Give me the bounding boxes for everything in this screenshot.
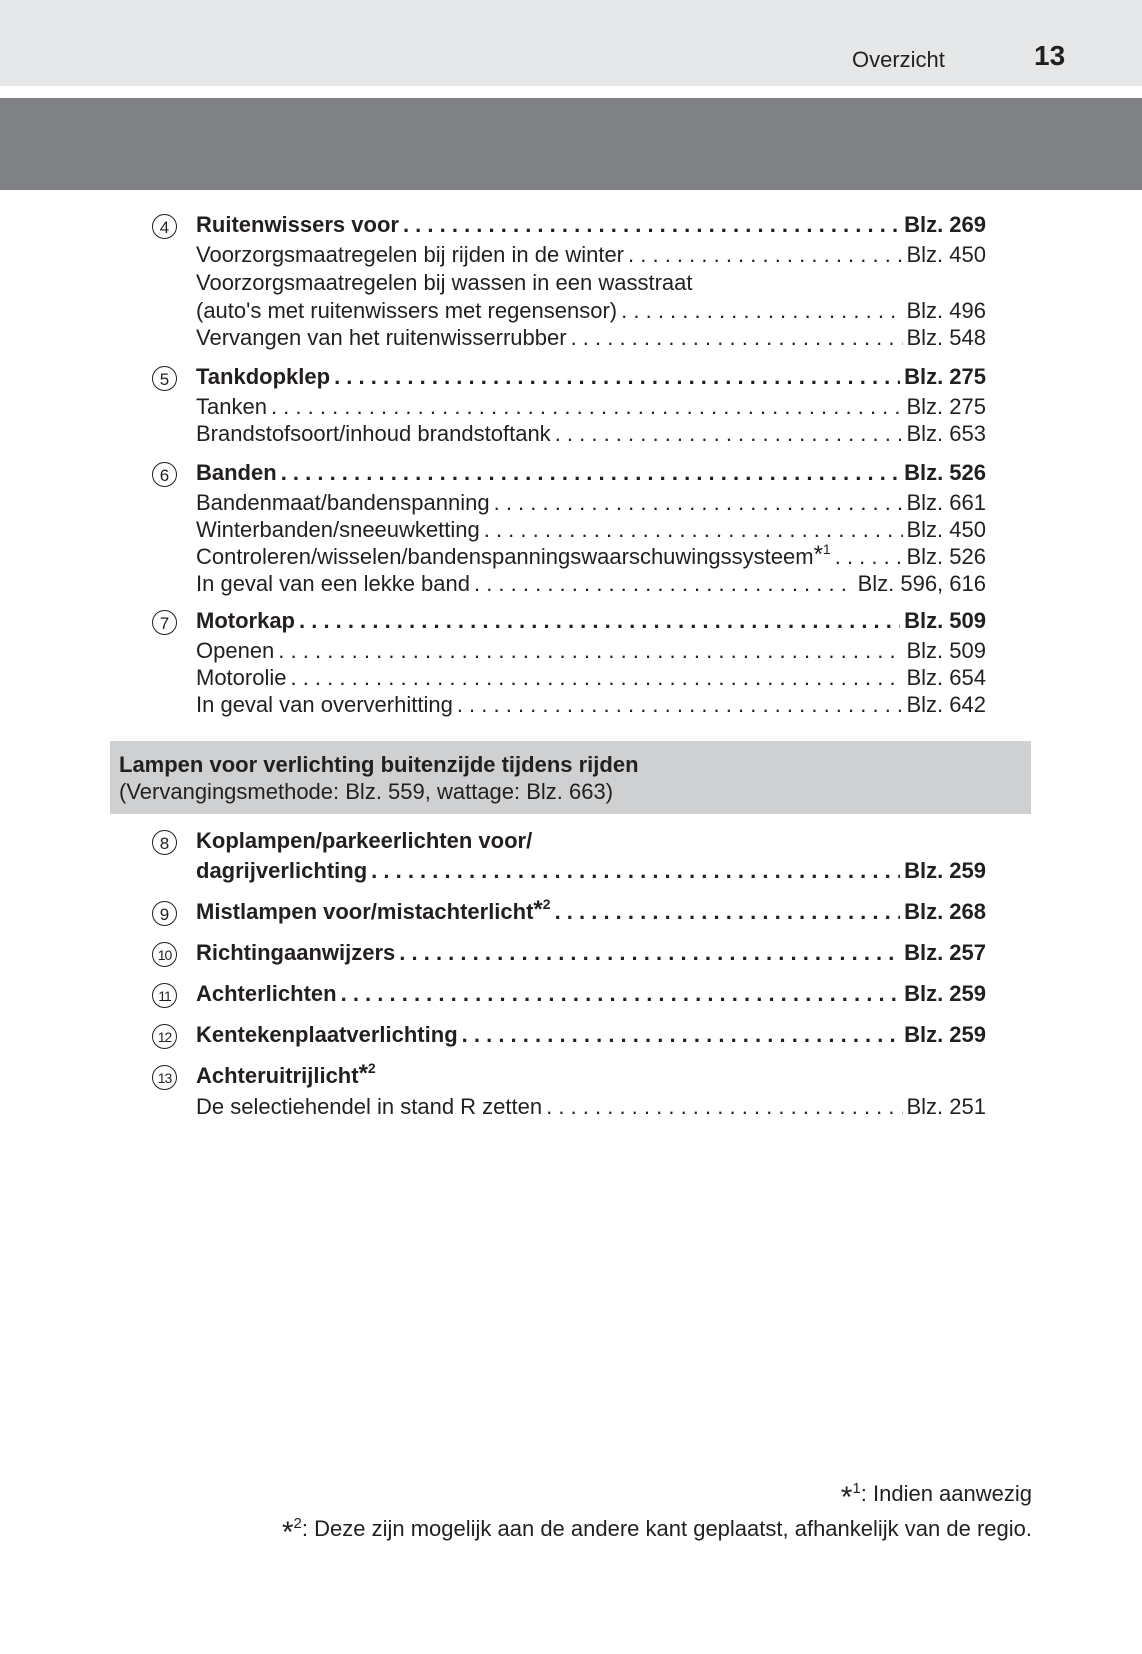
asterisk-icon: * [813, 541, 823, 568]
callout-number: 12 [152, 1024, 177, 1049]
leader-dots [555, 421, 903, 447]
entry-title: Motorkap [196, 608, 295, 633]
entry-page: Blz. 251 [906, 1094, 986, 1119]
entry-title: Ruitenwissers voor [196, 212, 399, 237]
entry-page: Blz. 548 [906, 325, 986, 350]
entry-page: Blz. 269 [904, 212, 986, 237]
entry-page: Blz. 450 [906, 517, 986, 542]
entry-page: Blz. 526 [904, 460, 986, 485]
footnote-ref [533, 896, 551, 923]
entry-text: Winterbanden/sneeuwketting [196, 517, 480, 542]
entry-page: Blz. 526 [906, 544, 986, 569]
leader-dots [835, 544, 903, 570]
entry-text-line1: Voorzorgsmaatregelen bij wassen in een wasstraat [196, 270, 693, 295]
index-entry[interactable] [196, 298, 986, 326]
index-entry[interactable] [196, 1094, 986, 1122]
index-entry[interactable] [196, 242, 986, 270]
entry-text: Bandenmaat/bandenspanning [196, 490, 490, 515]
leader-dots [628, 242, 902, 268]
entry-page: Blz. 257 [904, 940, 986, 965]
callout-number: 9 [152, 901, 177, 926]
footnote-ref-number: 2 [542, 896, 551, 912]
callout-number: 13 [152, 1065, 177, 1090]
callout-number: 11 [152, 983, 177, 1008]
entry-text: Motorolie [196, 665, 287, 690]
leader-dots [278, 638, 902, 664]
footnote-number: 1 [852, 1480, 861, 1497]
section-heading-box [110, 741, 1031, 814]
entry-title [196, 896, 551, 925]
asterisk-icon: * [840, 1481, 853, 1514]
entry-title: Richtingaanwijzers [196, 940, 396, 965]
footnote-ref-number: 2 [367, 1060, 376, 1076]
index-entry[interactable] [196, 571, 986, 599]
section-heading: Lampen voor verlichting buitenzijde tijdens rijden [119, 752, 639, 777]
entry-page: Blz. 450 [906, 242, 986, 267]
entry-title: Banden [196, 460, 277, 485]
entry-title: Achterlichten [196, 981, 337, 1006]
entry-page: Blz. 259 [904, 981, 986, 1006]
leader-dots [484, 517, 903, 543]
index-entry[interactable] [196, 421, 986, 449]
leader-dots [299, 608, 900, 634]
leader-dots [555, 899, 901, 925]
entry-text: In geval van een lekke band [196, 571, 470, 596]
entry-page: Blz. 509 [906, 638, 986, 663]
callout-number: 7 [152, 610, 177, 635]
callout-number: 8 [152, 830, 177, 855]
footnote-ref [813, 541, 831, 568]
index-entry-title[interactable] [196, 896, 986, 927]
entry-page: Blz. 661 [906, 490, 986, 515]
entry-text: Vervangen van het ruitenwisserrubber [196, 325, 567, 350]
footnote-2 [282, 1515, 1032, 1550]
leader-dots [457, 692, 903, 718]
asterisk-icon: * [358, 1060, 368, 1087]
index-entry[interactable] [196, 325, 986, 353]
entry-text: Brandstofsoort/inhoud brandstoftank [196, 421, 551, 446]
entry-text: Voorzorgsmaatregelen bij rijden in de winter [196, 242, 625, 267]
callout-number: 5 [152, 366, 177, 391]
entry-text: In geval van oververhitting [196, 692, 453, 717]
entry-page: Blz. 509 [904, 608, 986, 633]
leader-dots [290, 665, 902, 691]
index-entry[interactable] [196, 394, 986, 422]
footnote-1 [841, 1480, 1032, 1515]
entry-title: dagrijverlichting [196, 858, 368, 883]
leader-dots [621, 298, 902, 324]
entry-page: Blz. 259 [904, 858, 986, 883]
leader-dots [546, 1094, 902, 1120]
footnote-ref-number: 1 [822, 541, 831, 557]
entry-page: Blz. 596, 616 [857, 571, 986, 596]
section-subheading: (Vervangingsmethode: Blz. 559, wattage: Blz. 663) [119, 779, 614, 804]
entry-page: Blz. 268 [904, 899, 986, 924]
section-title: Overzicht [852, 47, 945, 72]
entry-page: Blz. 642 [906, 692, 986, 717]
index-entry-title[interactable] [196, 940, 986, 968]
leader-dots [571, 325, 903, 351]
leader-dots [462, 1022, 900, 1048]
leader-dots [281, 460, 900, 486]
entry-page: Blz. 496 [906, 298, 986, 323]
entry-title: Kentekenplaatverlichting [196, 1022, 458, 1047]
index-entry[interactable] [196, 638, 986, 666]
callout-number: 6 [152, 462, 177, 487]
entry-title: Tankdopklep [196, 364, 331, 389]
entry-text: Openen [196, 638, 275, 663]
leader-dots [474, 571, 854, 597]
callout-number: 10 [152, 942, 177, 967]
leader-dots [399, 940, 900, 966]
footnote-ref [358, 1060, 376, 1087]
footnote-number: 2 [293, 1515, 302, 1532]
page-number: 13 [1034, 40, 1066, 71]
callout-number: 4 [152, 214, 177, 239]
index-entry[interactable] [196, 692, 986, 720]
entry-page: Blz. 259 [904, 1022, 986, 1047]
index-entry[interactable] [196, 541, 986, 572]
entry-text-content: Controleren/wisselen/bandenspanningswaarschuwingssysteem [196, 544, 814, 569]
entry-title-line1: Koplampen/parkeerlichten voor/ [196, 828, 533, 853]
entry-title [196, 1060, 376, 1089]
index-entry[interactable] [196, 490, 986, 518]
index-entry[interactable] [196, 665, 986, 693]
asterisk-icon: * [281, 1516, 294, 1549]
index-entry[interactable] [196, 517, 986, 545]
footnote-text: : Deze zijn mogelijk aan de andere kant geplaatst, afhankelijk van de regio. [301, 1516, 1032, 1541]
leader-dots [371, 858, 900, 884]
leader-dots [494, 490, 903, 516]
entry-text: De selectiehendel in stand R zetten [196, 1094, 543, 1119]
footnote-text: : Indien aanwezig [860, 1481, 1032, 1506]
leader-dots [271, 394, 903, 420]
entry-page: Blz. 653 [906, 421, 986, 446]
index-entry-title[interactable] [196, 981, 986, 1009]
entry-page: Blz. 654 [906, 665, 986, 690]
index-entry-title[interactable] [196, 364, 986, 392]
leader-dots [341, 981, 900, 1007]
entry-text: (auto's met ruitenwissers met regensensor) [196, 298, 618, 323]
entry-title-content: Achteruitrijlicht [196, 1063, 359, 1088]
page-header [0, 0, 1142, 86]
index-entry-title[interactable] [196, 212, 986, 240]
entry-page: Blz. 275 [906, 394, 986, 419]
index-entry-title[interactable] [196, 858, 986, 886]
entry-text: Tanken [196, 394, 267, 419]
header-band [0, 98, 1142, 190]
leader-dots [334, 364, 900, 390]
entry-text [196, 541, 831, 570]
leader-dots [403, 212, 900, 238]
index-entry-title[interactable] [196, 460, 986, 488]
entry-page: Blz. 275 [904, 364, 986, 389]
entry-title-content: Mistlampen voor/mistachterlicht [196, 899, 534, 924]
index-entry-title[interactable] [196, 608, 986, 636]
asterisk-icon: * [533, 896, 543, 923]
index-entry-title[interactable] [196, 1022, 986, 1050]
